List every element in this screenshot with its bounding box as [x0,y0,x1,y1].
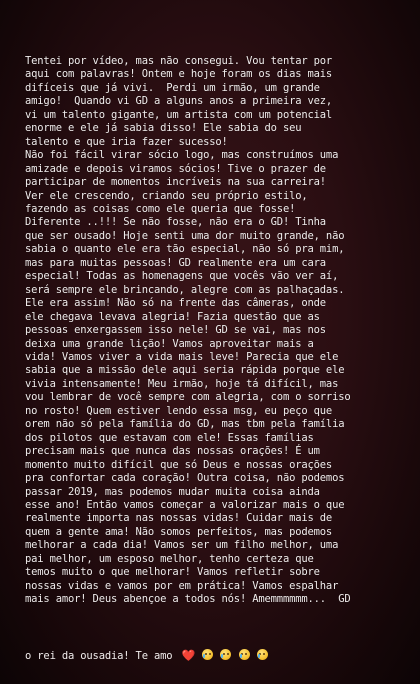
story-line: participar de momentos incríveis na sua carreira! [25,176,326,189]
story-line: vida! Vamos viver a vida mais leve! Parecia que ele [25,350,339,363]
story-line: fazendo as coisas como ele queria que fosse! [25,202,296,215]
story-line: quem a gente ama! Não somos perfeitos, mas podemos [25,525,333,538]
story-line: dos pilotos que estavam com ele! Essas famílias [25,431,314,444]
story-line: esse ano! Então vamos começar a valorizar mais o que [25,498,345,511]
story-line: pai melhor, um esposo melhor, tenho certeza que [25,552,314,565]
story-line: Ver ele crescendo, criando seu próprio estilo, [25,189,308,202]
story-last-line-text: o rei da ousadia! Te amo [25,650,173,662]
story-line: vi um talento gigante, um artista com um potencial [25,108,333,121]
story-line: vou lembrar de você sempre com alegria, com o sorriso [25,391,351,404]
story-line: sabia que a missão dele aqui seria rápida porque ele [25,364,345,377]
story-line: momento muito difícil que só Deus e nossas orações [25,458,333,471]
crying-face-icon [257,649,268,660]
story-line: precisam mais que nunca das nossas orações! É um [25,445,320,458]
story-text [25,55,400,607]
story-line: pessoas enxergassem isso nele! GD se vai, mas nos [25,324,326,337]
story-line: talento e que iria fazer sucesso! [25,135,228,148]
story-line: mais amor! Deus abençoe a todos nós! Amemmmmmm... GD [25,593,351,606]
story-line: mas para muitas pessoas! GD realmente era um cara [25,256,326,269]
story-line: Ele era assim! Não só na frente das câmeras, onde [25,297,326,310]
crying-face-icon [202,649,213,660]
story-line: será sempre ele brincando, alegre com as palhaçadas. [25,283,345,296]
story-line: difíceis que já vivi. Perdi um irmão, um grande [25,81,320,94]
story-line: temos muito o que melhorar! Vamos refletir sobre [25,566,320,579]
story-last-line [25,649,268,663]
story-line: Não foi fácil virar sócio logo, mas construímos uma [25,149,339,162]
story-line: ele chegava levava alegria! Fazia questão que as [25,310,320,323]
story-line: especial! Todas as homenagens que vocês vão ver aí, [25,270,339,283]
story-line: Tentei por vídeo, mas não consegui. Vou tentar por [25,55,333,67]
story-line: pra confortar cada coração! Outra coisa, não podemos [25,472,345,485]
story-line: passar 2019, mas podemos mudar muita coisa ainda [25,485,320,498]
heart-icon: ❤️ [181,649,196,662]
crying-face-icon [220,649,231,660]
story-line: orem não só pela família do GD, mas tbm pela família [25,418,345,431]
story-line: amigo! Quando vi GD a alguns anos a primeira vez, [25,95,333,108]
story-line: enorme e ele já sabia disso! Ele sabia do seu [25,122,302,135]
story-line: aqui com palavras! Ontem e hoje foram os dias mais [25,68,333,81]
story-line: no rosto! Quem estiver lendo essa msg, eu peço que [25,404,333,417]
story-line: melhorar a cada dia! Vamos ser um filho melhor, uma [25,539,339,552]
story-line: Diferente ..!!! Se não fosse, não era o GD! Tinha [25,216,326,229]
story-line: nossas vidas e vamos por em prática! Vamos espalhar [25,579,339,592]
story-line: que ser ousado! Hoje senti uma dor muito grande, não [25,229,345,242]
story-line: sabia o quanto ele era tão especial, não só pra mim, [25,243,345,256]
story-line: amizade e depois viramos sócios! Tive o prazer de [25,162,326,175]
story-line: deixa uma grande lição! Vamos aproveitar mais a [25,337,314,350]
story-line: vivia intensamente! Meu irmão, hoje tá difícil, mas [25,377,339,390]
story-line: realmente importa nas nossas vidas! Cuidar mais de [25,512,333,525]
crying-face-icon [239,649,250,660]
